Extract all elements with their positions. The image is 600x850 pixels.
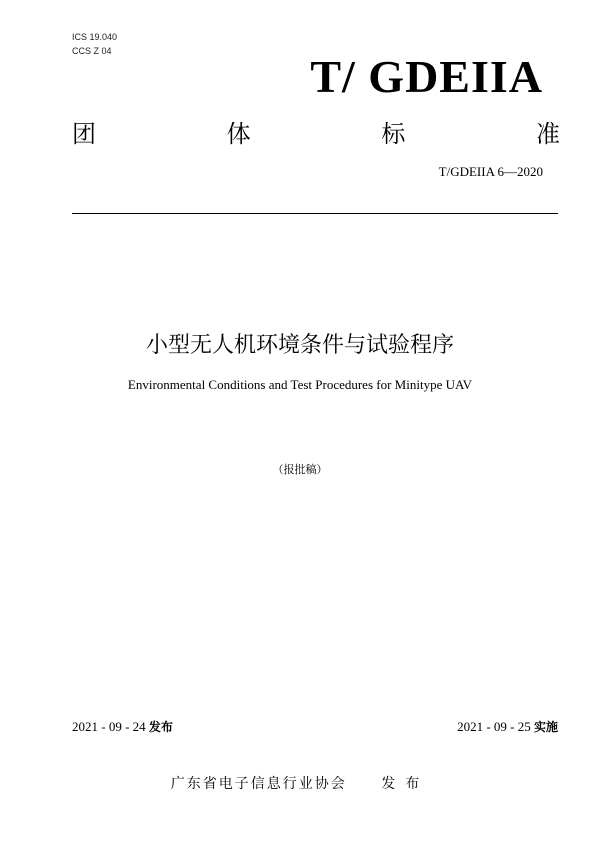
standard-type-char: 体 — [226, 120, 251, 148]
draft-status: （报批稿） — [272, 463, 328, 476]
standard-number: T/GDEIIA 6—2020 — [438, 164, 543, 179]
header-divider — [72, 213, 558, 214]
publish-date — [72, 718, 173, 735]
title-english: Environmental Conditions and Test Procedures for Minitype UAV — [127, 377, 473, 392]
standard-type-char: 标 — [381, 120, 406, 148]
classification-codes — [72, 30, 117, 58]
implement-date — [457, 718, 558, 735]
publisher — [0, 773, 600, 793]
publisher-name: 广东省电子信息行业协会 — [170, 776, 347, 792]
ccs-code: CCS Z 04 — [72, 46, 112, 56]
implement-date-label: 实施 — [533, 720, 558, 734]
publisher-action: 发布 — [381, 776, 430, 792]
publish-date-label: 发布 — [148, 720, 173, 734]
standard-type-char: 团 — [72, 120, 96, 148]
standard-type — [72, 114, 560, 148]
implement-date-value: 2021 - 09 - 25 — [457, 719, 531, 734]
ics-code: ICS 19.040 — [72, 32, 118, 42]
title-chinese: 小型无人机环境条件与试验程序 — [145, 333, 454, 358]
publish-date-value: 2021 - 09 - 24 — [72, 719, 146, 734]
standard-type-char: 准 — [535, 120, 560, 148]
organization-code: T/ GDEIIA — [310, 51, 543, 102]
